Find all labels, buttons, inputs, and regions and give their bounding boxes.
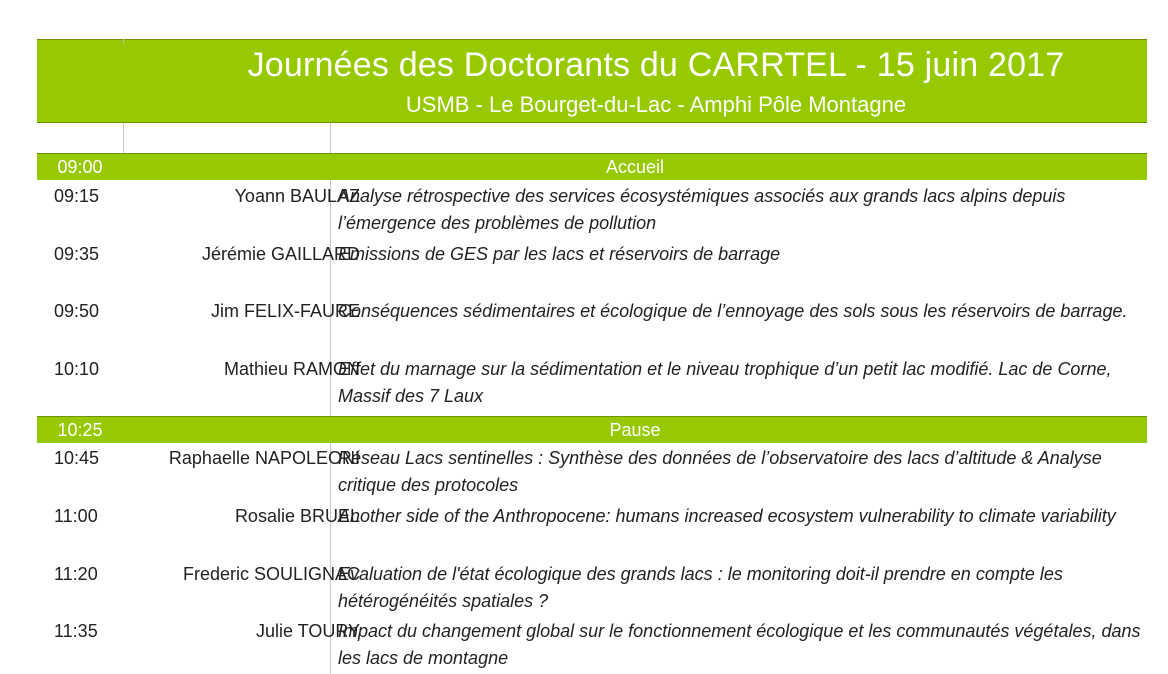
talk-title: Evaluation de l'état écologique des grands lacs : le monitoring doit-il prendre en compte les hétérogénéités spatiales ? [338,564,1063,611]
page-title: Journées des Doctorants du CARRTEL - 15 juin 2017 [247,46,1065,84]
talk-time: 09:50 [54,301,100,321]
column-gridline [123,123,124,153]
talk-speaker: Mathieu RAMON [223,359,360,379]
break-time: 09:00 [57,157,103,177]
talk-speaker: Jim FELIX-FAURE [210,301,360,321]
talk-title: Analyse rétrospective des services écosystémiques associés aux grands lacs alpins depuis l’émergence des problèmes de pollution [338,186,1066,233]
talk-speaker: Frederic SOULIGNAC [182,564,360,584]
break-label: Pause [609,420,661,440]
break-band-accueil [37,153,1147,180]
talk-speaker: Jérémie GAILLARD [201,244,360,264]
talk-time: 10:45 [54,448,100,468]
column-gridline [330,123,331,153]
talk-speaker: Raphaelle NAPOLEONI [168,448,360,468]
break-label: Accueil [605,157,665,177]
talk-time: 10:10 [54,359,100,379]
talk-time: 09:35 [54,244,100,264]
talk-title: Réseau Lacs sentinelles : Synthèse des données de l’observatoire des lacs d’altitude & Analyse critique des protocoles [338,448,1102,495]
break-band-pause [37,416,1147,443]
talk-speaker: Julie TOURY [255,621,360,641]
talk-speaker: Rosalie BRUEL [234,506,360,526]
page-subtitle: USMB - Le Bourget-du-Lac - Amphi Pôle Montagne [405,92,907,117]
talk-title: Another side of the Anthropocene: humans increased ecosystem vulnerability to climate variability [338,506,1116,526]
talk-title: Effet du marnage sur la sédimentation et le niveau trophique d’un petit lac modifié. Lac de Corne, Massif des 7 Laux [338,359,1112,406]
talk-time: 11:20 [54,564,98,584]
talk-time: 11:35 [54,621,98,641]
break-time: 10:25 [57,420,103,440]
talk-title: Conséquences sédimentaires et écologique de l’ennoyage des sols sous les réservoirs de barrage. [338,301,1128,321]
talk-time: 11:00 [54,506,98,526]
talk-title: Impact du changement global sur le fonctionnement écologique et les communautés végétales, dans les lacs de montagne [338,621,1141,668]
talk-speaker: Yoann BAULAZ [234,186,360,206]
talk-title: Emissions de GES par les lacs et réservoirs de barrage [338,244,781,264]
column-gridline [123,39,124,43]
program-header [37,39,1147,123]
talk-time: 09:15 [54,186,100,206]
